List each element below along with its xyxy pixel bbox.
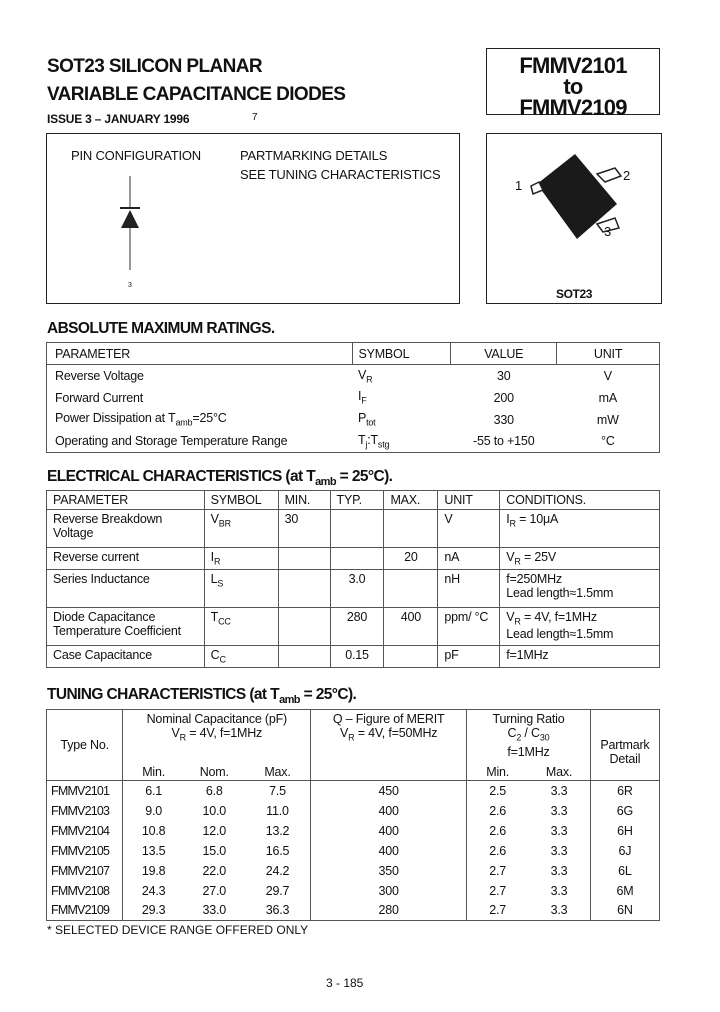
tuning-cell-min: 19.8 [141,863,166,878]
elec-cond: $V_R = 4V$, f=1MHz Lead length≈1.5mm [500,608,660,646]
title-line-2: VARIABLE CAPACITANCE DIODES [47,84,346,105]
elec-header-row [47,491,660,510]
col-nominal-capacitance: Nominal Capacitance (pF) $V_R = 4V$, f=1MHz [123,710,311,764]
elec-title: ELECTRICAL CHARACTERISTICS (at $T_{amb} = 25^\circ C$). [47,468,393,489]
tuning-cell-rmin: 2.7 [467,901,529,921]
table-row [47,409,660,431]
partmarking-line-2: SEE TUNING CHARACTERISTICS [240,167,441,182]
table-row [47,801,660,821]
table-row [47,510,660,548]
elec-cond: $V_R = 25V$ [500,548,660,570]
elec-unit: ppm/ °C [438,608,500,646]
elec-unit: V [438,510,500,548]
abs-value: 330 [493,412,514,427]
table-row [47,646,660,668]
issue-mark: 7 [252,112,258,123]
abs-param: Reverse Voltage [47,365,353,387]
col-ratio-max: Max. [528,764,590,781]
tuning-cell-rmin: 2.6 [489,803,507,818]
abs-symbol: $P_{tot}$ [357,411,376,428]
col-q-blank [311,764,467,781]
abs-value: -55 to +150 [451,431,557,453]
tuning-cell-nom: 33.0 [184,901,245,921]
package-box [486,133,662,304]
tuning-cell-rmin: 2.6 [489,823,507,838]
tuning-cell-q: 300 [311,881,467,901]
elec-cond: f=250MHz Lead length≈1.5mm [500,570,660,608]
tuning-cell-q: 400 [311,841,467,861]
tuning-cell-max: 16.5 [245,841,311,861]
tuning-cell-q: 350 [311,861,467,881]
elec-max: 20 [384,548,438,570]
tuning-cell-q: 280 [311,901,467,921]
tuning-header-row [47,710,660,764]
table-row [47,608,660,646]
abs-param: Operating and Storage Temperature Range [47,431,353,453]
tuning-cell-min: 29.3 [123,901,184,921]
part-to: FMMV2109 [519,95,627,120]
elec-table [46,490,660,668]
tuning-cell-max: 13.2 [245,821,311,841]
tuning-body [47,781,660,921]
elec-typ: 3.0 [330,570,384,608]
tuning-cell-min: 24.3 [141,883,166,898]
elec-min [278,570,330,608]
table-row [47,387,660,409]
elec-unit: pF [438,646,500,668]
table-row [47,548,660,570]
abs-symbol: $I_F$ [357,389,367,406]
tuning-cell-nom: 27.0 [202,883,227,898]
tuning-subheader-row [47,764,660,781]
tuning-cell-type: FMMV2103 [47,801,123,821]
tuning-cell-max: 24.2 [245,861,311,881]
elec-max [384,510,438,548]
pin-config-label: PIN CONFIGURATION [71,148,201,163]
issue-label: ISSUE 3 – JANUARY 1996 [47,112,190,126]
tuning-cell-nom: 15.0 [202,843,227,858]
part-from: FMMV2101 [519,53,627,78]
col-symbol: SYMBOL [353,343,451,365]
elec-cond: $I_R = 10\mu A$ [500,510,660,548]
elec-max [384,570,438,608]
col-q-merit: Q – Figure of MERIT $V_R = 4V$, f=50MHz [311,710,467,764]
diode-symbol-icon [117,172,147,282]
abs-max-header-row [47,343,660,365]
tuning-cell-rmax: 3.3 [528,781,590,801]
tuning-cell-min: 6.1 [123,781,184,801]
abs-unit: °C [557,431,660,453]
elec-symbol: $I_R$ [204,548,278,570]
table-row [47,431,660,453]
partmarking-line-1: PARTMARKING DETAILS [240,148,388,163]
table-row [47,881,660,901]
abs-param: Forward Current [47,387,353,409]
col-value: VALUE [451,343,557,365]
tuning-cell-max: 11.0 [245,801,311,821]
table-row [47,781,660,801]
tuning-cell-mark: 6J [590,841,659,861]
pin-configuration-box [46,133,460,304]
abs-value: 200 [493,390,514,405]
diode-pin-label: 3 [128,282,132,289]
tuning-cell-max: 7.5 [245,781,311,801]
abs-unit: mW [557,409,660,431]
tuning-cell-max: 36.3 [245,901,311,921]
elec-cond: f=1MHz [500,646,660,668]
col-parameter: PARAMETER [47,491,205,510]
tuning-cell-nom: 6.8 [184,781,245,801]
col-typ: TYP. [330,491,384,510]
col-conditions: CONDITIONS. [500,491,660,510]
tuning-cell-mark: 6R [590,781,659,801]
tuning-cell-nom: 12.0 [202,823,227,838]
tuning-cell-rmin: 2.7 [489,863,507,878]
col-tuning-ratio: Turning Ratio $C_2 / C_{30}$ f=1MHz [467,710,591,764]
abs-unit: V [557,365,660,387]
tuning-cell-rmax: 3.3 [528,901,590,921]
table-row [47,570,660,608]
elec-min: 30 [278,510,330,548]
tuning-cell-rmax: 3.3 [528,801,590,821]
tuning-cell-type: FMMV2101 [47,781,123,801]
table-row [47,365,660,387]
elec-max: 400 [384,608,438,646]
tuning-cell-nom: 10.0 [202,803,227,818]
col-cap-nom: Nom. [184,764,245,781]
sot23-package-icon [527,144,637,254]
tuning-cell-mark: 6N [590,901,659,921]
col-ratio-min: Min. [467,764,529,781]
elec-param: Case Capacitance [47,646,205,668]
elec-param: Reverse current [47,548,205,570]
elec-param: Diode Capacitance Temperature Coefficient [47,608,205,646]
elec-typ [330,510,384,548]
tuning-cell-rmin: 2.6 [489,843,507,858]
elec-param: Reverse Breakdown Voltage [47,510,205,548]
elec-symbol: $V_{BR}$ [204,510,278,548]
tuning-cell-min: 13.5 [141,843,166,858]
tuning-cell-rmax: 3.3 [528,881,590,901]
col-cap-min: Min. [123,764,184,781]
col-unit: UNIT [438,491,500,510]
elec-symbol: $L_S$ [204,570,278,608]
elec-typ: 0.15 [330,646,384,668]
abs-symbol: $T_j:T_{stg}$ [353,431,451,453]
col-partmark: Partmark Detail [590,710,659,781]
abs-symbol: $V_R$ [357,367,373,384]
col-symbol: SYMBOL [204,491,278,510]
abs-max-title: ABSOLUTE MAXIMUM RATINGS. [47,320,275,337]
col-unit: UNIT [557,343,660,365]
tuning-cell-q: 400 [311,801,467,821]
tuning-cell-rmin: 2.5 [467,781,529,801]
elec-symbol: $C_C$ [204,646,278,668]
col-type-no: Type No. [47,710,123,781]
tuning-cell-mark: 6G [590,801,659,821]
elec-min [278,548,330,570]
tuning-cell-mark: 6L [590,861,659,881]
elec-min [278,646,330,668]
elec-typ [330,548,384,570]
page-number: 3 - 185 [326,976,364,990]
tuning-cell-rmin: 2.7 [489,883,507,898]
tuning-table [46,709,660,921]
table-row [47,821,660,841]
col-min: MIN. [278,491,330,510]
package-name: SOT23 [555,287,593,301]
footnote: * SELECTED DEVICE RANGE OFFERED ONLY [47,923,309,937]
tuning-cell-mark: 6H [590,821,659,841]
elec-unit: nH [438,570,500,608]
tuning-cell-q: 400 [311,821,467,841]
table-row [47,901,660,921]
abs-param: Power Dissipation at $T_{amb}=25^\circ C$ [47,409,353,431]
package-pin-3: 3 [604,224,612,239]
elec-unit: nA [438,548,500,570]
elec-min [278,608,330,646]
tuning-cell-mark: 6M [590,881,659,901]
part-number-box [486,48,660,120]
elec-param: Series Inductance [47,570,205,608]
part-to-word: to [563,74,583,99]
title-line-1: SOT23 SILICON PLANAR [47,56,262,77]
elec-typ: 280 [330,608,384,646]
tuning-cell-type: FMMV2104 [47,821,123,841]
package-pin-1: 1 [515,178,523,193]
tuning-cell-type: FMMV2109 [47,901,123,921]
package-pin-2: 2 [623,168,631,183]
tuning-cell-nom: 22.0 [202,863,227,878]
tuning-title: TUNING CHARACTERISTICS (at $T_{amb} = 25^\circ C$). [47,686,357,707]
tuning-cell-type: FMMV2108 [47,881,123,901]
col-cap-max: Max. [245,764,311,781]
tuning-cell-rmax: 3.3 [528,861,590,881]
table-row [47,861,660,881]
tuning-cell-type: FMMV2107 [47,861,123,881]
tuning-cell-rmax: 3.3 [528,821,590,841]
tuning-cell-max: 29.7 [245,881,311,901]
elec-max [384,646,438,668]
tuning-cell-type: FMMV2105 [47,841,123,861]
tuning-cell-min: 9.0 [145,803,162,818]
tuning-cell-rmax: 3.3 [528,841,590,861]
abs-unit: mA [557,387,660,409]
abs-value: 30 [497,368,511,383]
col-max: MAX. [384,491,438,510]
abs-max-table [46,342,660,453]
tuning-cell-q: 450 [311,781,467,801]
tuning-cell-min: 10.8 [141,823,166,838]
elec-symbol: $T_{CC}$ [204,608,278,646]
col-parameter: PARAMETER [47,343,353,365]
table-row [47,841,660,861]
